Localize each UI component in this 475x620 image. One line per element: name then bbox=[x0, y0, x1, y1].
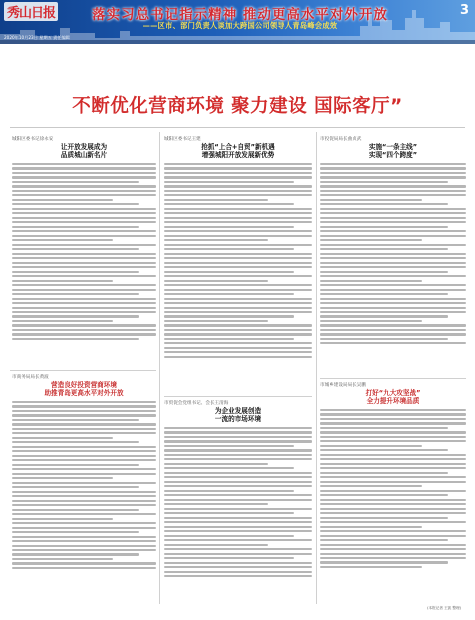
body-text-line bbox=[12, 414, 156, 416]
body-text-line bbox=[164, 208, 312, 210]
body-text-line bbox=[320, 221, 466, 223]
article-wang-qinghai bbox=[164, 400, 312, 602]
body-text-line bbox=[12, 230, 156, 232]
body-text-line bbox=[12, 531, 139, 533]
body-text-line bbox=[320, 266, 466, 268]
body-text-line bbox=[12, 239, 113, 241]
body-text-line bbox=[164, 284, 312, 286]
body-text-line bbox=[320, 230, 466, 232]
body-text-line bbox=[320, 530, 466, 532]
body-text-line bbox=[12, 567, 156, 569]
body-text-line bbox=[164, 535, 294, 537]
body-text-line bbox=[320, 271, 448, 273]
body-text-line bbox=[12, 280, 113, 282]
body-text-line bbox=[12, 504, 156, 506]
body-text-line bbox=[164, 436, 312, 438]
body-text-line bbox=[12, 450, 156, 452]
body-text-line bbox=[12, 217, 156, 219]
body-text-line bbox=[164, 463, 268, 465]
body-text-line bbox=[320, 163, 466, 165]
body-text-line bbox=[12, 455, 156, 457]
body-text-line bbox=[12, 423, 156, 425]
body-text-line bbox=[12, 401, 156, 403]
article-body bbox=[164, 427, 312, 577]
body-text-line bbox=[164, 562, 312, 564]
body-text-line bbox=[164, 526, 312, 528]
body-text-line bbox=[320, 553, 466, 555]
body-text-line bbox=[320, 212, 466, 214]
body-text-line bbox=[320, 526, 422, 528]
body-text-line bbox=[164, 544, 268, 546]
body-text-line bbox=[12, 432, 156, 434]
masthead-subheadline: ——区市、部门负责人谈加大跨国公司领导人青岛峰会成效 bbox=[142, 21, 338, 30]
body-text-line bbox=[164, 575, 312, 577]
body-text-line bbox=[12, 549, 156, 551]
body-text-line bbox=[320, 409, 466, 411]
body-text-line bbox=[320, 485, 422, 487]
body-text-line bbox=[164, 467, 294, 469]
body-text-line bbox=[164, 199, 268, 201]
body-text-line bbox=[164, 329, 312, 331]
body-text-line bbox=[12, 540, 156, 542]
body-text-line bbox=[164, 235, 312, 237]
body-text-line bbox=[164, 167, 312, 169]
body-text-line bbox=[12, 203, 139, 205]
body-text-line bbox=[164, 302, 312, 304]
body-text-line bbox=[12, 167, 156, 169]
body-text-line bbox=[164, 440, 312, 442]
body-text-line bbox=[12, 163, 156, 165]
column-divider bbox=[159, 132, 160, 604]
body-text-line bbox=[164, 445, 294, 447]
article-title-line: 实施“一条主线” bbox=[368, 143, 418, 151]
body-text-line bbox=[320, 181, 448, 183]
body-text-line bbox=[12, 428, 156, 430]
body-text-line bbox=[320, 535, 466, 537]
body-text-line bbox=[164, 257, 312, 259]
body-text-line bbox=[12, 181, 139, 183]
body-text-line bbox=[320, 199, 422, 201]
body-text-line bbox=[12, 419, 139, 421]
body-text-line bbox=[12, 500, 156, 502]
body-text-line bbox=[320, 503, 466, 505]
body-text-line bbox=[12, 553, 139, 555]
body-text-line bbox=[320, 293, 448, 295]
body-text-line bbox=[12, 212, 156, 214]
article-wang-jian bbox=[164, 136, 312, 394]
body-text-line bbox=[164, 530, 312, 532]
body-text-line bbox=[164, 253, 312, 255]
body-text-line bbox=[12, 491, 156, 493]
article-body bbox=[164, 163, 312, 358]
body-text-line bbox=[164, 324, 312, 326]
body-text-line bbox=[12, 262, 156, 264]
article-title-line: 增强城阳开放发展新优势 bbox=[201, 151, 275, 159]
body-text-line bbox=[164, 248, 294, 250]
body-text-line bbox=[12, 473, 156, 475]
body-text-line bbox=[320, 185, 466, 187]
body-text-line bbox=[164, 181, 294, 183]
body-text-line bbox=[320, 413, 466, 415]
body-text-line bbox=[164, 203, 294, 205]
body-text-line bbox=[320, 548, 466, 550]
body-text-line bbox=[164, 239, 268, 241]
body-text-line bbox=[320, 289, 466, 291]
article-xu-yongan bbox=[12, 136, 156, 368]
body-text-line bbox=[320, 324, 466, 326]
body-text-line bbox=[320, 544, 466, 546]
body-text-line bbox=[164, 449, 312, 451]
body-text-line bbox=[164, 311, 312, 313]
article-title-line: 为企业发展创造 bbox=[214, 407, 262, 415]
body-text-line bbox=[164, 481, 312, 483]
body-text-line bbox=[164, 176, 312, 178]
body-text-line bbox=[320, 490, 466, 492]
body-text-line bbox=[320, 275, 466, 277]
body-text-line bbox=[320, 298, 466, 300]
body-text-line bbox=[164, 333, 312, 335]
body-text-line bbox=[12, 257, 156, 259]
article-title-line: 品质城山新名片 bbox=[60, 151, 108, 159]
newspaper-logo: 秀山日报 bbox=[4, 2, 58, 21]
body-text-line bbox=[164, 557, 294, 559]
body-text-line bbox=[12, 405, 156, 407]
body-text-line bbox=[12, 324, 156, 326]
body-text-line bbox=[12, 518, 113, 520]
body-text-line bbox=[164, 476, 312, 478]
body-text-line bbox=[12, 293, 139, 295]
article-title-line: 实现“四个跨度” bbox=[368, 151, 418, 159]
body-text-line bbox=[12, 298, 156, 300]
body-text-line bbox=[12, 522, 156, 524]
body-text-line bbox=[164, 494, 312, 496]
body-text-line bbox=[164, 289, 312, 291]
body-text-line bbox=[164, 280, 268, 282]
body-text-line bbox=[320, 508, 466, 510]
body-text-line bbox=[320, 342, 466, 344]
body-text-line bbox=[12, 320, 113, 322]
page-title: 不断优化营商环境 聚力建设 国际客厅” bbox=[72, 96, 403, 117]
row-divider bbox=[10, 370, 156, 371]
body-text-line bbox=[320, 561, 448, 563]
article-body bbox=[320, 163, 466, 344]
article-body bbox=[12, 163, 156, 340]
body-text-line bbox=[320, 427, 448, 429]
article-title-line: 全力提升环境品质 bbox=[366, 397, 420, 405]
body-text-line bbox=[320, 194, 466, 196]
body-text-line bbox=[164, 338, 294, 340]
body-text-line bbox=[164, 508, 312, 510]
body-text-line bbox=[320, 499, 466, 501]
body-text-line bbox=[12, 464, 139, 466]
body-text-line bbox=[12, 486, 139, 488]
body-text-line bbox=[320, 284, 466, 286]
body-text-line bbox=[12, 509, 139, 511]
body-text-line bbox=[164, 212, 312, 214]
body-text-line bbox=[320, 239, 422, 241]
body-text-line bbox=[320, 244, 466, 246]
body-text-line bbox=[320, 494, 448, 496]
article-body bbox=[320, 409, 466, 568]
body-text-line bbox=[12, 221, 156, 223]
body-text-line bbox=[320, 440, 466, 442]
body-text-line bbox=[164, 293, 294, 295]
body-text-line bbox=[164, 262, 312, 264]
article-kicker: 城阳区委书记王建 bbox=[164, 137, 201, 142]
body-text-line bbox=[164, 194, 312, 196]
body-text-line bbox=[12, 495, 156, 497]
body-text-line bbox=[320, 557, 466, 559]
body-text-line bbox=[320, 217, 466, 219]
body-text-line bbox=[164, 320, 268, 322]
body-text-line bbox=[12, 513, 156, 515]
body-text-line bbox=[12, 482, 156, 484]
body-text-line bbox=[12, 248, 139, 250]
body-text-line bbox=[164, 503, 268, 505]
body-text-line bbox=[164, 485, 312, 487]
body-text-line bbox=[320, 521, 466, 523]
body-text-line bbox=[12, 190, 156, 192]
article-kicker: 市投促局局长曲贞武 bbox=[320, 137, 362, 142]
body-text-line bbox=[320, 338, 448, 340]
body-text-line bbox=[320, 208, 466, 210]
article-kicker: 城阳区委书记徐永安 bbox=[12, 137, 54, 142]
body-text-line bbox=[12, 185, 156, 187]
body-text-line bbox=[12, 271, 139, 273]
body-text-line bbox=[320, 449, 448, 451]
body-text-line bbox=[320, 307, 466, 309]
body-text-line bbox=[320, 248, 448, 250]
body-text-line bbox=[12, 459, 156, 461]
body-text-line bbox=[12, 289, 156, 291]
article-title-line: 打好“九大攻坚战” bbox=[365, 389, 421, 397]
body-text-line bbox=[320, 280, 422, 282]
body-text-line bbox=[12, 558, 113, 560]
article-wu-peng bbox=[320, 382, 466, 602]
masthead-banner bbox=[0, 0, 475, 44]
body-text-line bbox=[320, 436, 466, 438]
body-text-line bbox=[12, 253, 156, 255]
article-kicker: 市城乡建设局局长吴鹏 bbox=[320, 383, 366, 388]
body-text-line bbox=[164, 217, 312, 219]
body-text-line bbox=[164, 275, 312, 277]
body-text-line bbox=[164, 521, 312, 523]
article-title-line: 助推青岛更高水平对外开放 bbox=[44, 389, 124, 397]
body-text-line bbox=[12, 275, 156, 277]
body-text-line bbox=[12, 226, 139, 228]
body-text-line bbox=[164, 190, 312, 192]
body-text-line bbox=[320, 320, 422, 322]
body-text-line bbox=[12, 446, 156, 448]
body-text-line bbox=[164, 539, 312, 541]
body-text-line bbox=[164, 244, 312, 246]
body-text-line bbox=[164, 315, 294, 317]
body-text-line bbox=[320, 517, 448, 519]
body-text-line bbox=[164, 472, 312, 474]
article-huang-bo bbox=[12, 374, 156, 602]
body-text-line bbox=[164, 427, 312, 429]
body-text-line bbox=[164, 571, 312, 573]
body-text-line bbox=[164, 347, 312, 349]
body-text-line bbox=[164, 342, 312, 344]
body-text-line bbox=[164, 351, 312, 353]
body-text-line bbox=[320, 476, 466, 478]
body-text-line bbox=[320, 176, 466, 178]
article-body bbox=[12, 401, 156, 569]
body-text-line bbox=[320, 418, 466, 420]
body-text-line bbox=[164, 307, 312, 309]
body-text-line bbox=[164, 230, 312, 232]
row-divider bbox=[320, 378, 466, 379]
body-text-line bbox=[320, 467, 466, 469]
body-text-line bbox=[12, 527, 156, 529]
body-text-line bbox=[320, 329, 466, 331]
body-text-line bbox=[12, 172, 156, 174]
body-text-line bbox=[164, 298, 312, 300]
body-text-line bbox=[320, 167, 466, 169]
body-text-line bbox=[12, 244, 156, 246]
body-text-line bbox=[12, 266, 156, 268]
column-divider bbox=[316, 132, 317, 604]
body-text-line bbox=[320, 190, 466, 192]
body-text-line bbox=[320, 172, 466, 174]
body-text-line bbox=[164, 271, 294, 273]
body-text-line bbox=[320, 235, 466, 237]
body-text-line bbox=[12, 199, 113, 201]
body-text-line bbox=[164, 185, 312, 187]
body-text-line bbox=[320, 431, 466, 433]
body-text-line bbox=[164, 163, 312, 165]
body-text-line bbox=[164, 221, 312, 223]
body-text-line bbox=[164, 431, 312, 433]
edition-date: 2020年10月23日 星期五 责任编辑 bbox=[4, 35, 70, 40]
body-text-line bbox=[164, 499, 312, 501]
page-number: 3 bbox=[459, 3, 469, 18]
body-text-line bbox=[320, 454, 466, 456]
body-text-line bbox=[320, 445, 422, 447]
body-text-line bbox=[12, 562, 156, 564]
article-title-line: 一流的市场环境 bbox=[214, 415, 262, 423]
body-text-line bbox=[164, 548, 312, 550]
body-text-line bbox=[12, 338, 139, 340]
body-text-line bbox=[12, 235, 156, 237]
body-text-line bbox=[12, 545, 156, 547]
body-text-line bbox=[320, 481, 466, 483]
body-text-line bbox=[12, 477, 113, 479]
body-text-line bbox=[12, 329, 156, 331]
body-text-line bbox=[12, 176, 156, 178]
body-text-line bbox=[12, 307, 156, 309]
body-text-line bbox=[320, 539, 448, 541]
body-text-line bbox=[12, 315, 139, 317]
body-text-line bbox=[164, 454, 312, 456]
body-text-line bbox=[320, 315, 448, 317]
body-text-line bbox=[12, 410, 156, 412]
body-text-line bbox=[320, 463, 466, 465]
masthead-headline: 落实习总书记指示精神 推动更高水平对外开放 bbox=[92, 7, 388, 23]
article-qu-zhenwu bbox=[320, 136, 466, 376]
article-kicker: 市贸促会党组书记、会长王清海 bbox=[164, 401, 229, 406]
body-text-line bbox=[164, 566, 312, 568]
body-text-line bbox=[12, 441, 139, 443]
body-text-line bbox=[320, 253, 466, 255]
body-text-line bbox=[164, 490, 294, 492]
article-kicker: 市商务局局长黄波 bbox=[12, 375, 49, 380]
body-text-line bbox=[164, 266, 312, 268]
body-text-line bbox=[320, 203, 448, 205]
body-text-line bbox=[320, 566, 422, 568]
body-text-line bbox=[164, 356, 312, 358]
body-text-line bbox=[320, 512, 466, 514]
body-text-line bbox=[320, 257, 466, 259]
body-text-line bbox=[320, 333, 466, 335]
title-divider bbox=[10, 127, 465, 128]
body-text-line bbox=[164, 517, 312, 519]
reporter-credit: (本报记者 王凯 整理) bbox=[427, 606, 461, 610]
body-text-line bbox=[12, 437, 113, 439]
row-divider bbox=[164, 396, 312, 397]
body-text-line bbox=[320, 458, 466, 460]
body-text-line bbox=[12, 311, 156, 313]
body-text-line bbox=[12, 333, 156, 335]
article-title-line: 让开放发展成为 bbox=[60, 143, 108, 151]
body-text-line bbox=[12, 536, 156, 538]
body-text-line bbox=[320, 262, 466, 264]
body-text-line bbox=[12, 284, 156, 286]
body-text-line bbox=[320, 472, 448, 474]
body-text-line bbox=[164, 458, 312, 460]
body-text-line bbox=[12, 302, 156, 304]
body-text-line bbox=[164, 553, 312, 555]
body-text-line bbox=[12, 208, 156, 210]
body-text-line bbox=[320, 302, 466, 304]
body-text-line bbox=[320, 226, 448, 228]
body-text-line bbox=[320, 311, 466, 313]
body-text-line bbox=[164, 172, 312, 174]
body-text-line bbox=[12, 468, 156, 470]
body-text-line bbox=[164, 512, 294, 514]
article-title-line: 抢抓“上合+自贸”新机遇 bbox=[201, 143, 275, 151]
body-text-line bbox=[12, 194, 156, 196]
body-text-line bbox=[164, 226, 294, 228]
article-title-line: 营造良好投资营商环境 bbox=[51, 381, 117, 389]
body-text-line bbox=[320, 422, 466, 424]
